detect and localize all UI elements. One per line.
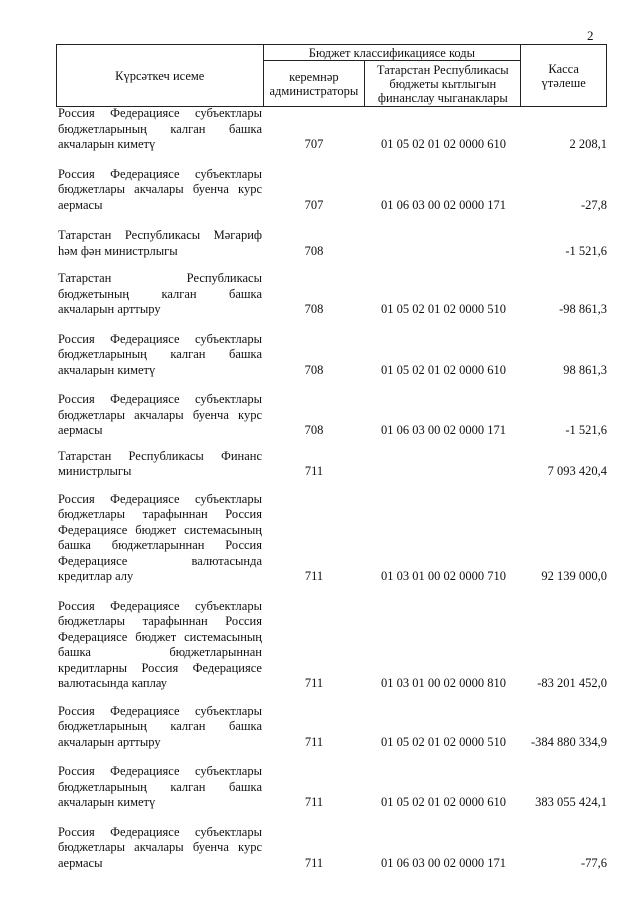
admin-code: 711 bbox=[304, 734, 324, 749]
indicator-name-line: акчаларын киметү bbox=[58, 362, 156, 377]
indicator-name bbox=[58, 228, 262, 259]
cash-amount: -1 521,6 bbox=[565, 423, 607, 437]
indicator-name-line: акчаларын киметү bbox=[58, 795, 156, 809]
header-source: Татарстан Республикасы бюджеты кытлыгын финанслау чыганаклары bbox=[365, 61, 521, 107]
header-budget-codes: Бюджет классификациясе коды bbox=[263, 45, 521, 61]
source-code: 01 05 02 01 02 0000 510 bbox=[381, 302, 506, 316]
indicator-name bbox=[58, 167, 262, 214]
table-row bbox=[58, 228, 607, 259]
admin-code: 711 bbox=[304, 569, 324, 583]
table-header bbox=[56, 44, 607, 107]
source-code: 01 05 02 01 02 0000 510 bbox=[381, 734, 506, 749]
admin-code: 711 bbox=[304, 795, 324, 809]
indicator-name-line: Россия Федерациясе субъектлары bbox=[58, 764, 262, 778]
indicator-name-line: бюджетлары тарафыннан Россия bbox=[58, 507, 262, 521]
admin-code: 711 bbox=[304, 676, 324, 690]
cash-amount: 2 208,1 bbox=[569, 137, 607, 151]
cash-amount: -27,8 bbox=[580, 197, 607, 212]
indicator-name bbox=[58, 599, 262, 692]
table-row bbox=[58, 825, 607, 872]
indicator-name-line: бюджетлары акчалары буенча курс bbox=[58, 407, 262, 422]
indicator-name-line: Россия Федерациясе субъектлары bbox=[58, 106, 262, 120]
indicator-name bbox=[58, 492, 262, 585]
indicator-name-line: бюджетлары тарафыннан Россия bbox=[58, 614, 262, 628]
indicator-name-line: бюджетларының калган башка bbox=[58, 121, 262, 136]
indicator-name-line: бюджетларының калган башка bbox=[58, 719, 262, 733]
table-row bbox=[58, 392, 607, 439]
indicator-name-line: башка бюджетларыннан bbox=[58, 645, 262, 659]
indicator-name-line: һәм фән министрлыгы bbox=[58, 243, 178, 258]
source-code: 01 06 03 00 02 0000 171 bbox=[381, 423, 506, 437]
cash-amount: -77,6 bbox=[580, 855, 607, 870]
header-cash bbox=[521, 45, 607, 107]
indicator-name-line: аермасы bbox=[58, 423, 103, 437]
table-row bbox=[58, 271, 607, 318]
cash-amount: -384 880 334,9 bbox=[530, 734, 607, 749]
indicator-name-line: министрлыгы bbox=[58, 464, 132, 478]
indicator-name-line: бюджетларының калган башка bbox=[58, 347, 262, 361]
source-code: 01 03 01 00 02 0000 810 bbox=[381, 676, 506, 690]
indicator-name-line: аермасы bbox=[58, 855, 103, 870]
table-row bbox=[58, 764, 607, 811]
admin-code: 707 bbox=[304, 197, 324, 212]
indicator-name-line: акчаларын киметү bbox=[58, 137, 156, 151]
indicator-name-line: бюджетларының калган башка bbox=[58, 779, 262, 794]
indicator-name-line: башка бюджетларыннан Россия bbox=[58, 538, 262, 552]
header-cash-label: Касса үтәлеше bbox=[541, 61, 586, 90]
indicator-name-line: кредитларны Россия Федерациясе bbox=[58, 660, 262, 675]
header-indicator: Күрсәткеч исеме bbox=[57, 45, 264, 107]
indicator-name-line: Федерациясе бюджет системасының bbox=[58, 629, 262, 644]
source-code: 01 05 02 01 02 0000 610 bbox=[381, 137, 506, 151]
indicator-name-line: Россия Федерациясе субъектлары bbox=[58, 703, 262, 718]
indicator-name-line: Россия Федерациясе субъектлары bbox=[58, 491, 262, 506]
indicator-name-line: Россия Федерациясе субъектлары bbox=[58, 166, 262, 181]
indicator-name bbox=[58, 271, 262, 318]
indicator-name-line: Россия Федерациясе субъектлары bbox=[58, 331, 262, 346]
indicator-name-line: Федерациясе валютасында bbox=[58, 553, 262, 568]
indicator-name-line: аермасы bbox=[58, 197, 103, 212]
source-code: 01 03 01 00 02 0000 710 bbox=[381, 569, 506, 583]
indicator-name-line: Россия Федерациясе субъектлары bbox=[58, 598, 262, 613]
source-code: 01 05 02 01 02 0000 610 bbox=[381, 362, 506, 377]
indicator-name-line: бюджетлары акчалары буенча курс bbox=[58, 182, 262, 196]
table-row bbox=[58, 332, 607, 379]
indicator-name-line: бюджетының калган башка bbox=[58, 286, 262, 301]
header-admin: керемнәр администраторы bbox=[263, 61, 365, 107]
source-code: 01 05 02 01 02 0000 610 bbox=[381, 795, 506, 809]
indicator-name-line: Татарстан Республикасы Мәгариф bbox=[58, 228, 262, 242]
indicator-name-line: Федерациясе бюджет системасының bbox=[58, 522, 262, 537]
indicator-name bbox=[58, 106, 262, 153]
indicator-name-line: акчаларын арттыру bbox=[58, 302, 161, 316]
admin-code: 708 bbox=[304, 302, 324, 316]
indicator-name-line: бюджетлары акчалары буенча курс bbox=[58, 840, 262, 854]
cash-amount: 7 093 420,4 bbox=[547, 464, 607, 478]
admin-code: 708 bbox=[304, 362, 324, 377]
cash-amount: -98 861,3 bbox=[559, 302, 607, 316]
table-row bbox=[58, 599, 607, 692]
indicator-name-line: Россия Федерациясе субъектлары bbox=[58, 392, 262, 406]
page-number: 2 bbox=[587, 28, 594, 43]
table-row bbox=[58, 449, 607, 480]
indicator-name bbox=[58, 764, 262, 811]
indicator-name bbox=[58, 449, 262, 480]
table-row bbox=[58, 106, 607, 153]
table-row bbox=[58, 167, 607, 214]
indicator-name-line: Татарстан Республикасы Финанс bbox=[58, 448, 262, 463]
indicator-name bbox=[58, 704, 262, 751]
admin-code: 708 bbox=[304, 423, 324, 437]
cash-amount: -83 201 452,0 bbox=[537, 676, 607, 690]
indicator-name bbox=[58, 332, 262, 379]
source-code: 01 06 03 00 02 0000 171 bbox=[381, 855, 506, 870]
cash-amount: 92 139 000,0 bbox=[541, 569, 607, 583]
cash-amount: 383 055 424,1 bbox=[535, 795, 607, 809]
cash-amount: -1 521,6 bbox=[565, 243, 607, 258]
cash-amount: 98 861,3 bbox=[563, 362, 607, 377]
admin-code: 711 bbox=[304, 855, 324, 870]
indicator-name-line: валютасында каплау bbox=[58, 676, 167, 690]
admin-code: 707 bbox=[304, 137, 324, 151]
indicator-name-line: акчаларын арттыру bbox=[58, 734, 161, 749]
table-row bbox=[58, 492, 607, 585]
table-body bbox=[58, 106, 607, 871]
indicator-name-line: кредитлар алу bbox=[58, 569, 134, 583]
indicator-name bbox=[58, 825, 262, 872]
source-code: 01 06 03 00 02 0000 171 bbox=[381, 197, 506, 212]
table-row bbox=[58, 704, 607, 751]
admin-code: 708 bbox=[304, 243, 324, 258]
indicator-name-line: Россия Федерациясе субъектлары bbox=[58, 824, 262, 839]
admin-code: 711 bbox=[304, 464, 324, 478]
indicator-name-line: Татарстан Республикасы bbox=[58, 271, 262, 285]
indicator-name bbox=[58, 392, 262, 439]
